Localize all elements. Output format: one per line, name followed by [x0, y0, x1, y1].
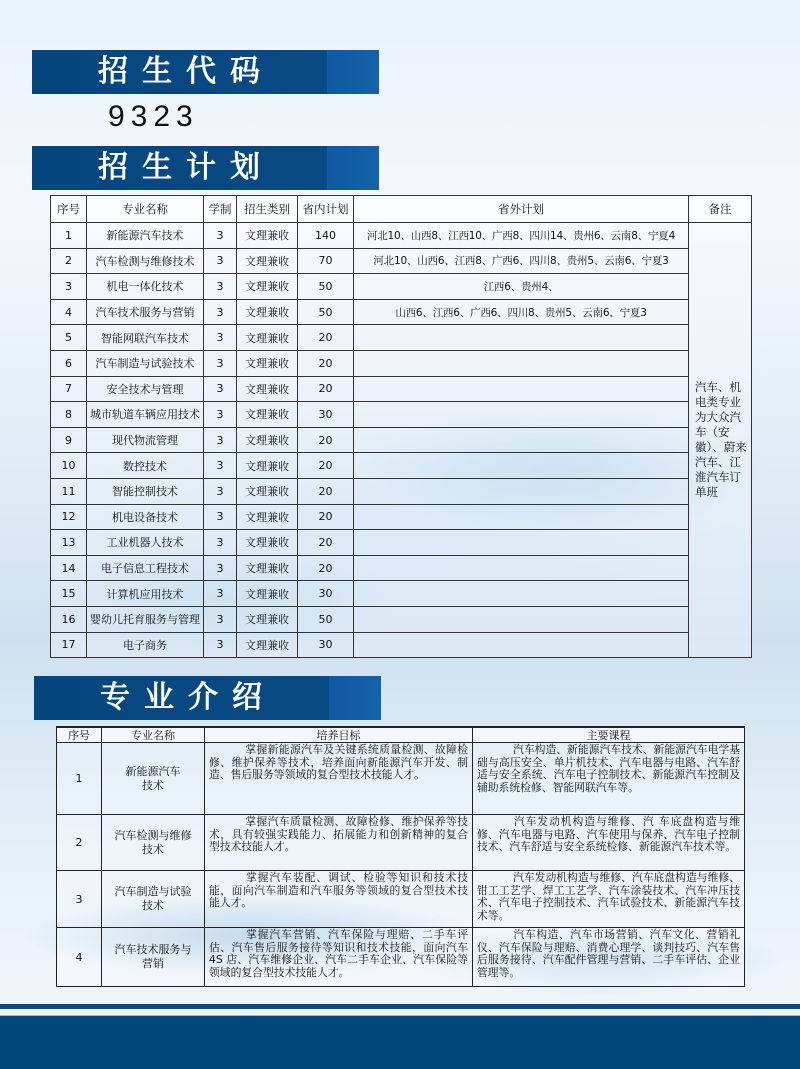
table-row — [51, 632, 752, 658]
cell-category: 文理兼收 — [237, 632, 298, 658]
cell-major-name: 汽车技术服务与营销 — [87, 299, 204, 325]
cell-years: 3 — [204, 478, 237, 504]
cell-major-name: 机电设备技术 — [87, 504, 204, 530]
cell-in-province: 20 — [298, 350, 354, 376]
table-row — [51, 223, 752, 249]
table-row — [51, 350, 752, 376]
enrollment-plan-table — [50, 195, 752, 658]
cell-training-goal — [205, 871, 473, 928]
paragraph-text: 汽车构造、汽车市场营销、汽车文化、营销礼仪、汽车保险与理赔、消费心理学、谈判技巧、汽车售后服务接待、汽车配件管理与营销、二手车评估、企业管理等。 — [477, 928, 740, 979]
major-intro-table — [56, 726, 745, 987]
table-row — [51, 274, 752, 300]
header-major: 专业名称 — [102, 727, 205, 743]
section-title: 招生代码 — [98, 54, 274, 89]
cell-training-goal — [205, 743, 473, 815]
cell-no: 6 — [51, 350, 87, 376]
cell-main-courses — [473, 815, 745, 871]
cell-main-courses — [473, 928, 745, 987]
cell-out-province — [354, 376, 689, 402]
cell-in-province: 20 — [298, 530, 354, 556]
enrollment-code-value: 9323 — [108, 100, 199, 133]
cell-out-province — [354, 555, 689, 581]
cell-major-name: 智能控制技术 — [87, 478, 204, 504]
paragraph-text: 汽车构造、新能源汽车技术、新能源汽车电学基础与高压安全、单片机技术、汽车电器与电路、汽车舒适与安全系统、汽车电子控制技术、新能源汽车控制及辅助系统检修、智能网联汽车等。 — [477, 743, 740, 794]
table-row — [51, 555, 752, 581]
cell-years: 3 — [204, 427, 237, 453]
cell-major-name — [102, 928, 205, 987]
major-name-line: 营销 — [142, 957, 164, 970]
cell-major-name: 城市轨道车辆应用技术 — [87, 402, 204, 428]
cell-years: 3 — [204, 632, 237, 658]
cell-no: 4 — [51, 299, 87, 325]
cell-in-province: 50 — [298, 299, 354, 325]
cell-out-province — [354, 325, 689, 351]
header-no: 序号 — [57, 727, 102, 743]
cell-years: 3 — [204, 581, 237, 607]
table-row — [57, 928, 745, 987]
cell-no: 4 — [57, 928, 102, 987]
cell-out-province — [354, 504, 689, 530]
table-row — [51, 606, 752, 632]
major-name-line: 技术 — [142, 778, 164, 792]
section-title: 招生计划 — [98, 150, 274, 185]
cell-category: 文理兼收 — [237, 478, 298, 504]
cell-category: 文理兼收 — [237, 248, 298, 274]
cell-years: 3 — [204, 504, 237, 530]
cell-out-province: 河北10、山西6、江西8、广西6、四川8、贵州5、云南6、宁夏3 — [354, 248, 689, 274]
cell-years: 3 — [204, 299, 237, 325]
paragraph-text: 掌握新能源汽车及关键系统质量检测、故障检修、维护保养等技术，培养面向新能源汽车开发、制造、售后服务等领域的复合型技术技能人才。 — [209, 743, 468, 782]
cell-category: 文理兼收 — [237, 606, 298, 632]
cell-no: 11 — [51, 478, 87, 504]
cell-no: 7 — [51, 376, 87, 402]
paragraph-text: 掌握汽车装配、调试、检验等知识和技术技能，面向汽车制造和汽车服务等领域的复合型技术技能人才。 — [209, 871, 468, 910]
cell-no: 2 — [57, 815, 102, 871]
cell-category: 文理兼收 — [237, 325, 298, 351]
cell-category: 文理兼收 — [237, 223, 298, 249]
table-row — [51, 453, 752, 479]
cell-in-province: 20 — [298, 504, 354, 530]
cell-category: 文理兼收 — [237, 530, 298, 556]
cell-years: 3 — [204, 325, 237, 351]
header-in-province: 省内计划 — [298, 196, 354, 223]
section-banner-major-intro — [34, 676, 381, 720]
cell-in-province: 50 — [298, 606, 354, 632]
cell-major-name: 电子信息工程技术 — [87, 555, 204, 581]
table-header-row — [57, 727, 745, 743]
cell-category: 文理兼收 — [237, 581, 298, 607]
cell-major-name: 机电一体化技术 — [87, 274, 204, 300]
cell-no: 1 — [57, 743, 102, 815]
cell-out-province: 江西6、贵州4、 — [354, 274, 689, 300]
table-row — [51, 248, 752, 274]
cell-in-province: 50 — [298, 274, 354, 300]
table-row — [51, 478, 752, 504]
section-title: 专业介绍 — [100, 680, 276, 715]
cell-years: 3 — [204, 223, 237, 249]
cell-in-province: 20 — [298, 453, 354, 479]
cell-years: 3 — [204, 453, 237, 479]
cell-major-name — [102, 871, 205, 928]
cell-out-province — [354, 478, 689, 504]
paragraph-text: 掌握汽车质量检测、故障检修、维护保养等技术，具有较强实践能力、拓展能力和创新精神的复合型技术技能人才。 — [209, 815, 468, 854]
section-banner-enrollment-code — [32, 50, 379, 94]
cell-years: 3 — [204, 530, 237, 556]
header-major: 专业名称 — [87, 196, 204, 223]
cell-in-province: 20 — [298, 427, 354, 453]
cell-category: 文理兼收 — [237, 376, 298, 402]
table-row — [51, 325, 752, 351]
table-row — [51, 376, 752, 402]
cell-in-province: 30 — [298, 402, 354, 428]
major-name-line: 技术 — [142, 899, 164, 912]
cell-category: 文理兼收 — [237, 402, 298, 428]
cell-out-province: 山西6、江西6、广西6、四川8、贵州5、云南6、宁夏3 — [354, 299, 689, 325]
table-header-row — [51, 196, 752, 223]
cell-no: 9 — [51, 427, 87, 453]
cell-no: 1 — [51, 223, 87, 249]
header-no: 序号 — [51, 196, 87, 223]
cell-major-name: 数控技术 — [87, 453, 204, 479]
table-row — [51, 402, 752, 428]
header-note: 备注 — [689, 196, 752, 223]
cell-out-province — [354, 632, 689, 658]
section-banner-enrollment-plan — [32, 146, 379, 190]
cell-in-province: 30 — [298, 581, 354, 607]
major-name-line: 汽车技术服务与 — [114, 943, 192, 956]
cell-category: 文理兼收 — [237, 299, 298, 325]
cell-out-province — [354, 606, 689, 632]
cell-major-name: 汽车制造与试验技术 — [87, 350, 204, 376]
cell-no: 16 — [51, 606, 87, 632]
header-goal: 培养目标 — [205, 727, 473, 743]
cell-no: 2 — [51, 248, 87, 274]
cell-out-province — [354, 581, 689, 607]
footer-divider — [0, 1004, 800, 1009]
cell-no: 3 — [57, 871, 102, 928]
cell-no: 14 — [51, 555, 87, 581]
header-years: 学制 — [204, 196, 237, 223]
cell-category: 文理兼收 — [237, 555, 298, 581]
cell-out-province — [354, 402, 689, 428]
cell-out-province: 河北10、山西8、江西10、广西8、四川14、贵州6、云南8、宁夏4 — [354, 223, 689, 249]
cell-no: 13 — [51, 530, 87, 556]
cell-years: 3 — [204, 555, 237, 581]
cell-major-name — [102, 743, 205, 815]
cell-major-name: 电子商务 — [87, 632, 204, 658]
cell-main-courses — [473, 743, 745, 815]
cell-years: 3 — [204, 248, 237, 274]
cell-category: 文理兼收 — [237, 453, 298, 479]
cell-out-province — [354, 427, 689, 453]
cell-major-name: 婴幼儿托育服务与管理 — [87, 606, 204, 632]
major-name-line: 新能源汽车 — [125, 764, 181, 778]
cell-no: 5 — [51, 325, 87, 351]
table-row — [51, 581, 752, 607]
cell-major-name: 新能源汽车技术 — [87, 223, 204, 249]
major-name-line: 汽车制造与试验 — [114, 885, 192, 898]
cell-in-province: 140 — [298, 223, 354, 249]
cell-in-province: 20 — [298, 376, 354, 402]
cell-category: 文理兼收 — [237, 504, 298, 530]
cell-years: 3 — [204, 606, 237, 632]
cell-category: 文理兼收 — [237, 350, 298, 376]
cell-note: 汽车、机电类专业为大众汽车（安徽）、蔚来汽车、江淮汽车订单班 — [689, 223, 752, 658]
table-row — [57, 743, 745, 815]
table-row — [57, 871, 745, 928]
paragraph-text: 掌握汽车营销、汽车保险与理赔、二手车评估、汽车售后服务接待等知识和技术技能，面向汽车 4S 店、汽车维修企业、汽车二手车企业、汽车保险等领域的复合型技术技能人才。 — [209, 928, 468, 979]
table-row — [51, 504, 752, 530]
major-name-line: 技术 — [142, 842, 164, 856]
table-row — [51, 427, 752, 453]
cell-major-name: 现代物流管理 — [87, 427, 204, 453]
cell-no: 8 — [51, 402, 87, 428]
cell-no: 15 — [51, 581, 87, 607]
cell-years: 3 — [204, 350, 237, 376]
cell-major-name: 计算机应用技术 — [87, 581, 204, 607]
cell-years: 3 — [204, 376, 237, 402]
cell-no: 17 — [51, 632, 87, 658]
cell-no: 12 — [51, 504, 87, 530]
cell-out-province — [354, 530, 689, 556]
header-category: 招生类别 — [237, 196, 298, 223]
cell-years: 3 — [204, 274, 237, 300]
table-row — [57, 815, 745, 871]
cell-category: 文理兼收 — [237, 427, 298, 453]
table-row — [51, 530, 752, 556]
header-courses: 主要课程 — [473, 727, 745, 743]
cell-no: 10 — [51, 453, 87, 479]
cell-major-name: 安全技术与管理 — [87, 376, 204, 402]
cell-category: 文理兼收 — [237, 274, 298, 300]
cell-out-province — [354, 350, 689, 376]
cell-major-name — [102, 815, 205, 871]
table-row — [51, 299, 752, 325]
cell-in-province: 30 — [298, 632, 354, 658]
cell-years: 3 — [204, 402, 237, 428]
paragraph-text: 汽车发动机构造与维修、汽车底盘构造与维修、钳工工艺学、焊工工艺学、汽车涂装技术、汽车冲压技术、汽车电子控制技术、汽车试验技术、新能源汽车技术等。 — [477, 871, 740, 922]
paragraph-text: 汽车发动机构造与维修、汽 车底盘构造与维修、汽车电器与电路、汽车使用与保养、汽车电子控制技术、汽车舒适与安全系统检修、新能源汽车技术等。 — [477, 815, 740, 854]
cell-training-goal — [205, 815, 473, 871]
major-name-line: 汽车检测与维修 — [114, 828, 192, 842]
footer-band — [0, 1016, 800, 1069]
cell-main-courses — [473, 871, 745, 928]
cell-major-name: 智能网联汽车技术 — [87, 325, 204, 351]
cell-no: 3 — [51, 274, 87, 300]
cell-major-name: 汽车检测与维修技术 — [87, 248, 204, 274]
header-out-province: 省外计划 — [354, 196, 689, 223]
cell-in-province: 70 — [298, 248, 354, 274]
cell-in-province: 20 — [298, 478, 354, 504]
cell-major-name: 工业机器人技术 — [87, 530, 204, 556]
cell-out-province — [354, 453, 689, 479]
cell-in-province: 20 — [298, 555, 354, 581]
cell-in-province: 20 — [298, 325, 354, 351]
cell-training-goal — [205, 928, 473, 987]
